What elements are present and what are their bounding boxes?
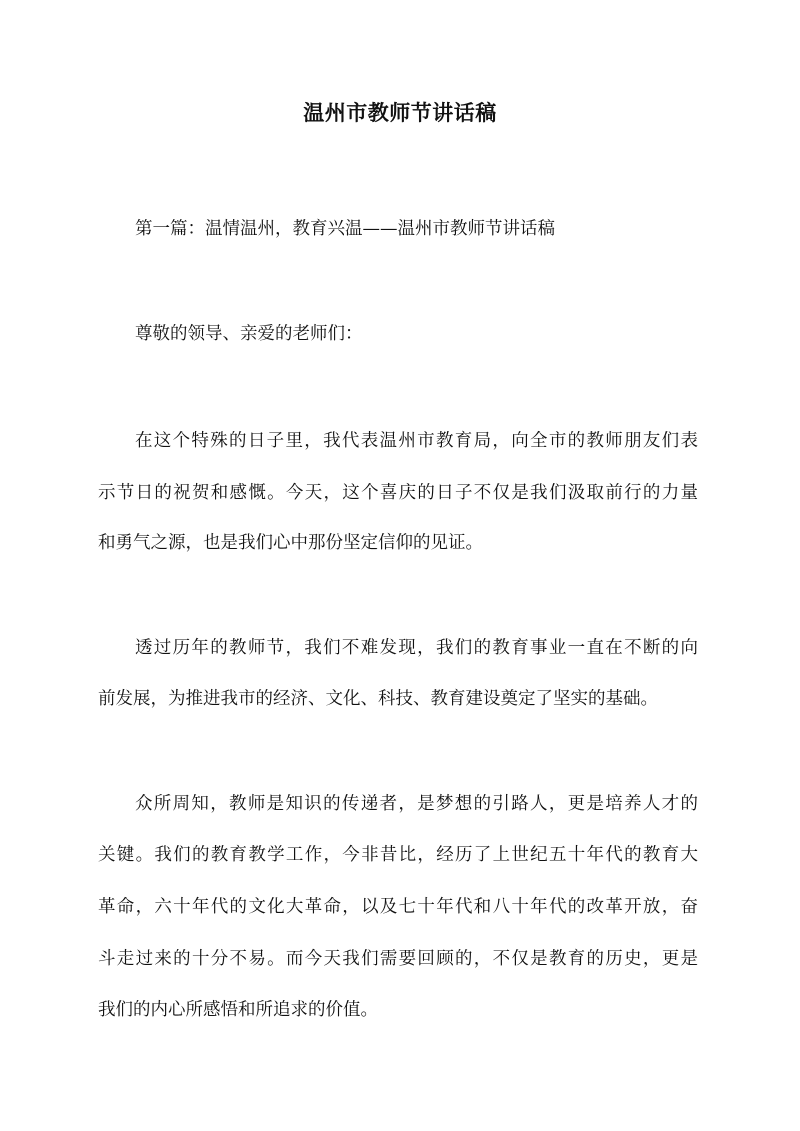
paragraph-line: 众所周知，教师是知识的传递者，是梦想的引路人，更是培养人才的 <box>135 794 698 814</box>
paragraph-line: 前发展，为推进我市的经济、文化、科技、教育建设奠定了坚实的基础。 <box>98 689 658 709</box>
paragraph-line: 示节日的祝贺和感慨。今天，这个喜庆的日子不仅是我们汲取前行的力量 <box>98 483 698 503</box>
paragraph-line: 我们的内心所感悟和所追求的价值。 <box>98 1000 378 1020</box>
paragraph-line: 和勇气之源，也是我们心中那份坚定信仰的见证。 <box>98 533 483 553</box>
paragraph-line: 关键。我们的教育教学工作，今非昔比，经历了上世纪五十年代的教育大 <box>98 845 698 865</box>
paragraph-line: 透过历年的教师节，我们不难发现，我们的教育事业一直在不断的向 <box>135 638 698 658</box>
paragraph-line: 在这个特殊的日子里，我代表温州市教育局，向全市的教师朋友们表 <box>135 431 698 451</box>
paragraph-line: 斗走过来的十分不易。而今天我们需要回顾的，不仅是教育的历史，更是 <box>98 949 698 969</box>
greeting: 尊敬的领导、亲爱的老师们： <box>135 324 363 344</box>
document-title: 温州市教师节讲话稿 <box>303 100 497 125</box>
paragraph-line: 革命，六十年代的文化大革命，以及七十年代和八十年代的改革开放，奋 <box>98 897 698 917</box>
document-subtitle: 第一篇：温情温州，教育兴温——温州市教师节讲话稿 <box>135 219 555 239</box>
